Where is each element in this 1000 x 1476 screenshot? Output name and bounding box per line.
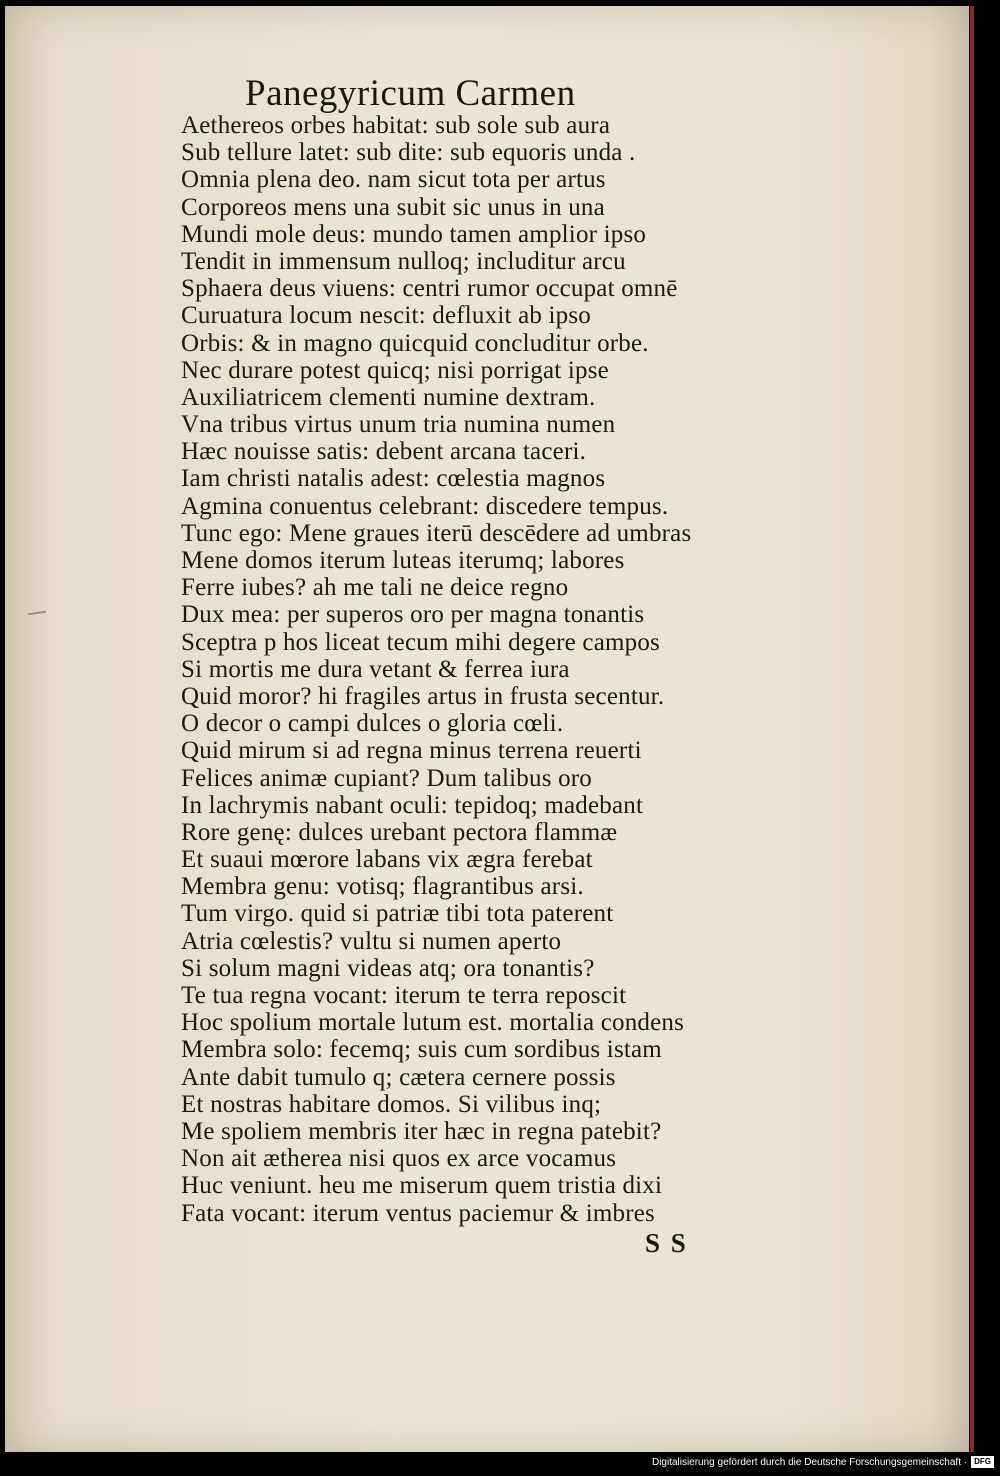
- dfg-logo-icon: DFG: [971, 1456, 994, 1468]
- verse-line: Si solum magni videas atq; ora tonantis?: [181, 954, 595, 982]
- verse-line: Quid mirum si ad regna minus terrena reuerti: [181, 737, 642, 765]
- verse-line: Ferre iubes? ah me tali ne deice regno: [181, 574, 569, 602]
- verse-line: O decor o campi dulces o gloria cœli.: [181, 710, 564, 738]
- page-edge-divider: [970, 6, 974, 1452]
- verse-line: Sub tellure latet: sub dite: sub equoris unda .: [181, 139, 636, 167]
- verse-line: Sceptra p hos liceat tecum mihi degere campos: [181, 628, 660, 656]
- verse-line: Me spoliem membris iter hæc in regna patebit?: [181, 1117, 662, 1145]
- verse-line: Tendit in immensum nulloq; includitur arcu: [181, 247, 626, 275]
- verse-line: Aethereos orbes habitat: sub sole sub aura: [181, 112, 611, 139]
- verse-line: Mundi mole deus: mundo tamen amplior ipso: [181, 220, 647, 248]
- verse-line: Orbis: & in magno quicquid concluditur orbe.: [181, 329, 649, 357]
- verse-line: Te tua regna vocant: iterum te terra reposcit: [181, 982, 627, 1009]
- verse-line: Iam christi natalis adest: cœlestia magnos: [181, 465, 606, 493]
- verse-line: Dux mea: per superos oro per magna tonantis: [181, 601, 645, 629]
- verse-line: Hæc nouisse satis: debent arcana taceri.: [181, 438, 587, 466]
- verse-line: Atria cœlestis? vultu si numen aperto: [181, 927, 562, 955]
- verse-line: Rore genę: dulces urebant pectora flammæ: [181, 818, 618, 846]
- verse-line: Curuatura locum nescit: defluxit ab ipso: [181, 302, 591, 330]
- verse-line: Membra solo: fecemq; suis cum sordibus istam: [181, 1036, 662, 1064]
- verse-line: Non ait ætherea nisi quos ex arce vocamus: [181, 1145, 617, 1173]
- verse-line: Quid moror? hi fragiles artus in frusta secentur.: [181, 682, 665, 710]
- verse-line: Auxiliatricem clementi numine dextram.: [181, 383, 596, 411]
- verse-line: Corporeos mens una subit sic unus in una: [181, 193, 605, 221]
- verse-line: Sphaera deus viuens: centri rumor occupat omnē: [181, 275, 678, 303]
- book-page: [5, 6, 969, 1452]
- verse-line: Mene domos iterum luteas iterumq; labores: [181, 547, 625, 574]
- verse-list: [181, 112, 741, 1227]
- verse-line: Et suaui mœrore labans vix ægra ferebat: [181, 846, 593, 874]
- page-title: Panegyricum Carmen: [245, 73, 576, 114]
- verse-line: In lachrymis nabant oculi: tepidoq; madebant: [181, 791, 644, 819]
- verse-line: Omnia plena deo. nam sicut tota per artus: [181, 166, 606, 194]
- verse-line: Vna tribus virtus unum tria numina numen: [181, 411, 616, 439]
- verse-line: Membra genu: votisq; flagrantibus arsi.: [181, 873, 584, 901]
- footer-credit: [652, 1456, 994, 1468]
- verse-line: Nec durare potest quicq; nisi porrigat ipse: [181, 356, 609, 384]
- verse-line: Tum virgo. quid si patriæ tibi tota paterent: [181, 900, 614, 928]
- verse-line: Si mortis me dura vetant & ferrea iura: [181, 655, 570, 683]
- verse-line: Tunc ego: Mene graues iterū descēdere ad umbras: [181, 519, 692, 547]
- verse-line: Fata vocant: iterum ventus paciemur & imbres: [181, 1199, 655, 1227]
- verse-line: Huc veniunt. heu me miserum quem tristia dixi: [181, 1172, 663, 1200]
- verse-line: Agmina conuentus celebrant: discedere tempus.: [181, 492, 669, 520]
- footer-text: Digitalisierung gefördert durch die Deutsche Forschungsgemeinschaft ·: [651, 1456, 968, 1468]
- verse-line: Ante dabit tumulo q; cætera cernere possis: [181, 1063, 616, 1091]
- signature-mark: S S: [645, 1228, 688, 1258]
- verse-line: Et nostras habitare domos. Si vilibus inq;: [181, 1090, 602, 1118]
- verse-line: Hoc spolium mortale lutum est. mortalia condens: [181, 1009, 685, 1037]
- verse-line: Felices animæ cupiant? Dum talibus oro: [181, 764, 592, 792]
